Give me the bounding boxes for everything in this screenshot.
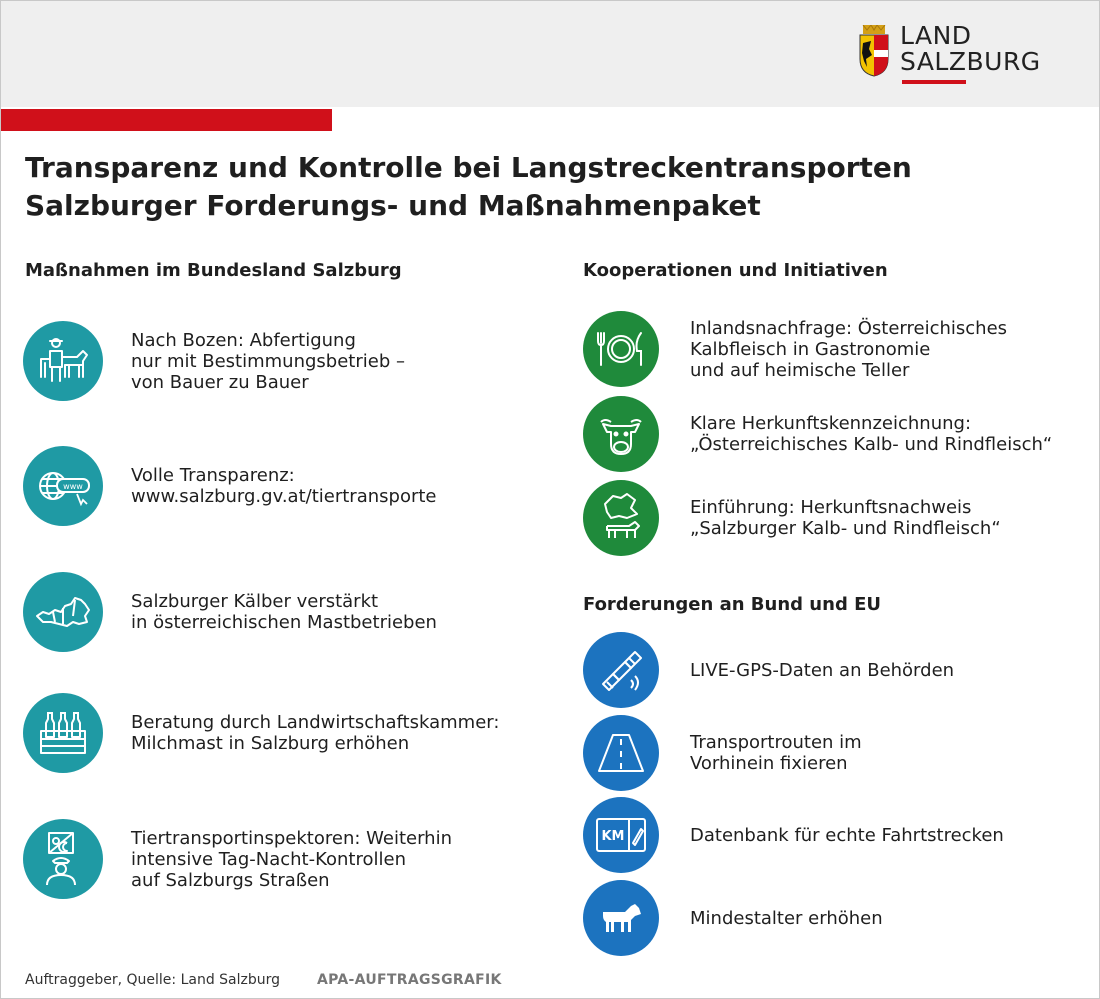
list-item-herkunftsnachweis: [583, 480, 1001, 556]
calf-icon: [583, 880, 659, 956]
farmer-cow-icon: [23, 321, 103, 401]
item-text: [690, 908, 883, 929]
list-item-bozen: [23, 321, 405, 401]
milk-crate-icon: [23, 693, 103, 773]
item-line: nur mit Bestimmungsbetrieb –: [131, 350, 405, 372]
item-line: Salzburger Kälber verstärkt: [131, 591, 379, 612]
item-line: Beratung durch Landwirtschaftskammer:: [131, 712, 500, 733]
item-line: Kalbfleisch in Gastronomie: [690, 338, 931, 360]
item-line: „Österreichisches Kalb- und Rindfleisch“: [690, 434, 1053, 455]
item-text: [131, 828, 452, 891]
land-salzburg-logo: [857, 23, 1057, 87]
item-line: Mindestalter erhöhen: [690, 907, 883, 929]
left-section-heading: Maßnahmen im Bundesland Salzburg: [25, 260, 402, 281]
logo-line-1: LAND: [900, 21, 972, 50]
item-line: Milchmast in Salzburg erhöhen: [131, 733, 410, 754]
item-line: Transportrouten im: [690, 732, 862, 753]
salzburg-map-calf-icon: [583, 480, 659, 556]
item-line: auf Salzburgs Straßen: [131, 869, 330, 891]
inspector-day-night-icon: [23, 819, 103, 899]
item-line: Datenbank für echte Fahrtstrecken: [690, 824, 1004, 846]
demands-section-heading: Forderungen an Bund und EU: [583, 594, 882, 615]
logo-underline: [902, 80, 966, 84]
plate-cutlery-icon: [583, 311, 659, 387]
item-text: [131, 591, 437, 633]
item-line: Inlandsnachfrage: Österreichisches: [690, 317, 1008, 339]
accent-red-bar: [1, 109, 332, 131]
km-logbook-icon: [583, 797, 659, 873]
logo-text: [900, 23, 1041, 75]
list-item-inlandsnachfrage: [583, 311, 1007, 387]
page-title: [25, 149, 912, 225]
coop-section-heading: Kooperationen und Initiativen: [583, 260, 888, 281]
list-item-beratung: [23, 693, 499, 773]
list-item-kaelber: [23, 572, 437, 652]
item-line: „Salzburger Kalb- und Rindfleisch“: [690, 518, 1001, 539]
item-text: [690, 413, 1052, 455]
title-line-1: Transparenz und Kontrolle bei Langstreckentransporten: [25, 151, 912, 184]
item-line: Tiertransportinspektoren: Weiterhin: [131, 827, 452, 849]
item-line: intensive Tag-Nacht-Kontrollen: [131, 848, 406, 870]
road-icon: [583, 715, 659, 791]
item-text: [131, 712, 499, 754]
item-text: [690, 732, 862, 774]
list-item-herkunftskennzeichnung: [583, 396, 1052, 472]
item-line: und auf heimische Teller: [690, 359, 910, 381]
footer-agency: APA-AUFTRAGSGRAFIK: [317, 972, 502, 988]
coat-of-arms-icon: [857, 25, 891, 77]
svg-text:KM: KM: [601, 829, 625, 844]
item-line: LIVE-GPS-Daten an Behörden: [690, 659, 955, 681]
list-item-inspektoren: [23, 819, 452, 899]
item-line: Nach Bozen: Abfertigung: [131, 329, 356, 351]
title-line-2: Salzburger Forderungs- und Maßnahmenpaket: [25, 189, 761, 222]
list-item-transportrouten: [583, 715, 862, 791]
svg-text:www: www: [63, 482, 83, 491]
item-text: [690, 825, 1004, 846]
item-line: Einführung: Herkunftsnachweis: [690, 497, 972, 518]
item-text: [690, 318, 1007, 381]
globe-www-icon: [23, 446, 103, 526]
item-text: [690, 497, 1001, 539]
item-line: Vorhinein fixieren: [690, 753, 848, 774]
austria-map-icon: [23, 572, 103, 652]
list-item-datenbank: [583, 797, 1004, 873]
satellite-icon: [583, 632, 659, 708]
item-line: Klare Herkunftskennzeichnung:: [690, 413, 972, 434]
item-text: [131, 465, 437, 507]
list-item-mindestalter: [583, 880, 883, 956]
item-text: [131, 330, 405, 393]
list-item-transparenz: [23, 446, 437, 526]
item-line: in österreichischen Mastbetrieben: [131, 612, 437, 633]
list-item-gps: [583, 632, 954, 708]
footer-source: Auftraggeber, Quelle: Land Salzburg: [25, 972, 281, 988]
logo-line-2: SALZBURG: [900, 47, 1041, 76]
item-text: [690, 660, 954, 681]
item-line: von Bauer zu Bauer: [131, 371, 309, 393]
item-line: Volle Transparenz:: [131, 465, 295, 486]
item-line: www.salzburg.gv.at/tiertransporte: [131, 486, 437, 507]
cow-head-icon: [583, 396, 659, 472]
